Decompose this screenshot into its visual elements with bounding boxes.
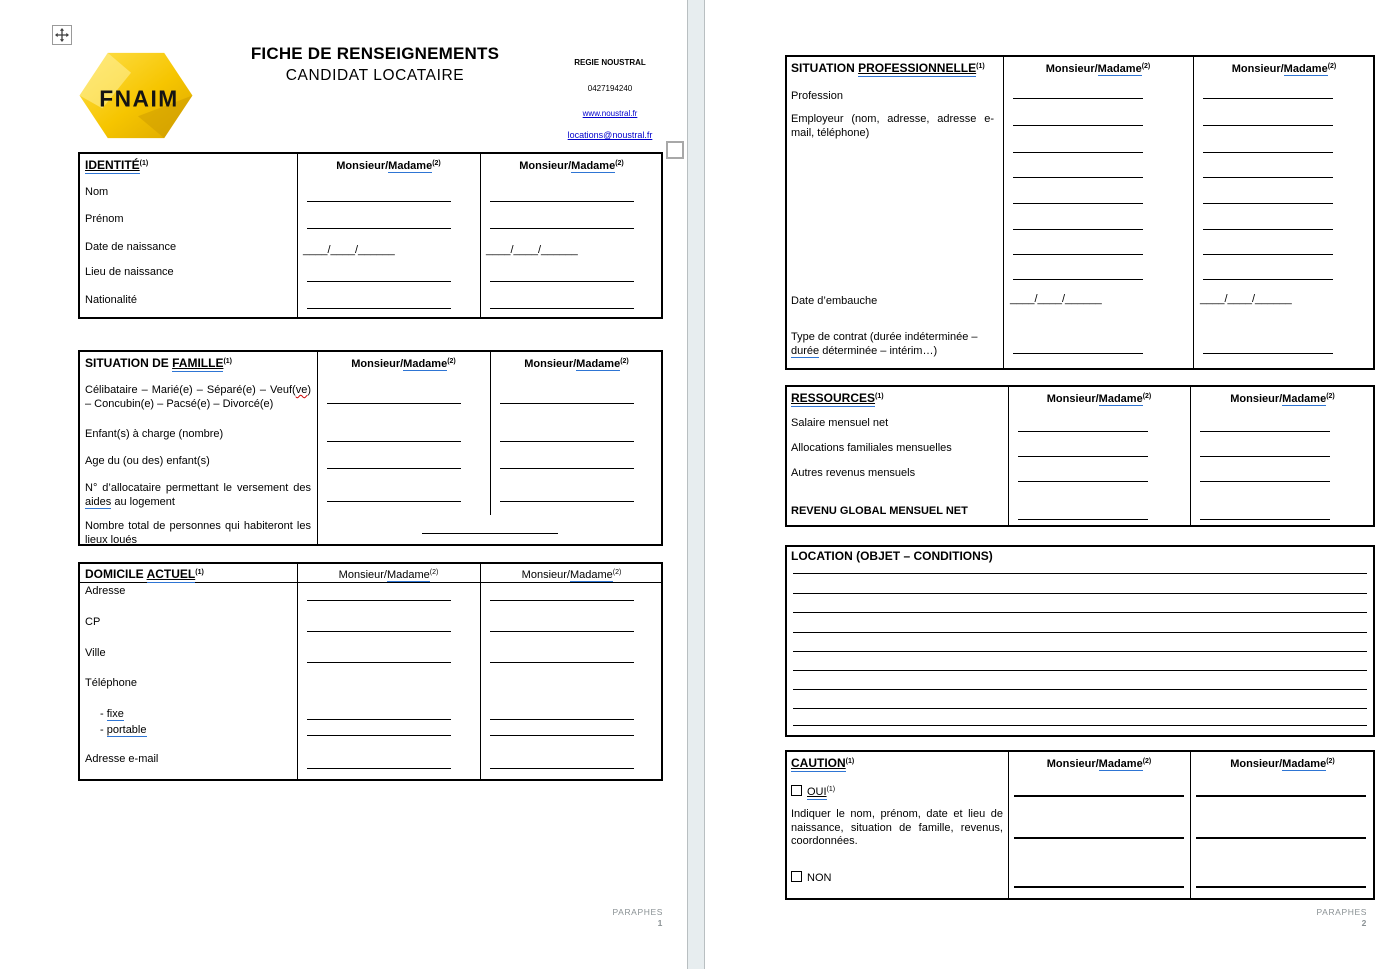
date-fill-line: ____/____/______ [1010, 293, 1102, 305]
signature-line [1014, 886, 1184, 888]
domicile-col-header-2: Monsieur/Madame$^{(2)}$ [521, 569, 622, 581]
blank-line [793, 651, 1367, 652]
blank-line [1018, 481, 1148, 482]
pro-row-contrat: Type de contrat (durée indéterminée – durée déterminée – intérim…) [791, 331, 978, 357]
madame-link: Madame [1097, 63, 1142, 75]
blank-line [1203, 279, 1333, 280]
pro-section-title: SITUATION PROFESSIONNELLE$^{(1)}$ [791, 61, 985, 75]
caution-section-title: CAUTION$^{(1)}$ [791, 756, 855, 770]
caution-col-header-2: Monsieur/Madame$^{(2)}$ [1230, 758, 1335, 770]
blank-line [793, 593, 1367, 594]
madame-link: Madame [388, 160, 433, 172]
blank-line [490, 308, 634, 309]
blank-line [307, 735, 451, 736]
madame-link: Madame [1098, 393, 1143, 405]
blank-line [307, 719, 451, 720]
domicile-section-title: DOMICILE ACTUEL$^{(1)}$ [85, 567, 204, 581]
blank-line [793, 573, 1367, 574]
blank-line [1203, 177, 1333, 178]
pro-col-divider-1 [1003, 55, 1004, 370]
document-title-block [225, 44, 525, 85]
domicile-row-email: Adresse e-mail [85, 753, 159, 765]
blank-line [327, 468, 461, 469]
ressources-col-header-1: Monsieur/Madame$^{(2)}$ [1046, 393, 1152, 405]
date-fill-line: ____/____/______ [486, 244, 578, 256]
blank-line [307, 281, 451, 282]
pro-row-profession: Profession [791, 90, 843, 102]
ressources-section-title: RESSOURCES$^{(1)}$ [791, 391, 884, 405]
page-title: FICHE DE RENSEIGNEMENTS [250, 44, 500, 63]
agency-name: REGIE NOUSTRAL [574, 58, 646, 67]
blank-line [500, 468, 634, 469]
agency-website-link[interactable]: www.noustral.fr [582, 109, 638, 118]
blank-line [307, 201, 451, 202]
pro-col-header-2: Monsieur/Madame$^{(2)}$ [1231, 63, 1337, 75]
blank-line [327, 403, 461, 404]
agency-phone: 0427194240 [587, 84, 633, 93]
famille-table [78, 350, 663, 546]
ressources-row-total: REVENU GLOBAL MENSUEL NET [791, 505, 968, 517]
blank-line [307, 768, 451, 769]
blank-line [1203, 203, 1333, 204]
famille-section-title: SITUATION DE FAMILLE$^{(1)}$ [85, 356, 233, 370]
blank-line [1013, 125, 1143, 126]
blank-line [490, 768, 634, 769]
madame-link: Madame [1098, 758, 1143, 770]
blank-line [793, 612, 1367, 613]
identity-col-header-2: Monsieur/Madame$^{(2)}$ [519, 160, 624, 172]
checkbox-oui[interactable] [791, 785, 802, 796]
blank-line [490, 662, 634, 663]
identity-row-label: Date de naissance [85, 241, 177, 253]
domicile-row-label: Téléphone [85, 677, 137, 689]
blank-line [1013, 229, 1143, 230]
caution-row-oui: OUI$^{(1)}$ [791, 783, 835, 800]
ressources-col-divider-1 [1008, 385, 1009, 527]
domicile-col-header-1: Monsieur/Madame$^{(2)}$ [338, 569, 439, 581]
logo-text: FNAIM [99, 85, 179, 112]
madame-link: Madame [569, 569, 613, 581]
famille-row-allocataire: N° d’allocataire permettant le versement des aides au logement [85, 482, 311, 508]
blank-line [327, 501, 461, 502]
blank-line [1018, 519, 1148, 520]
agency-contact-block [545, 58, 675, 152]
blank-line [1018, 456, 1148, 457]
blank-line [327, 441, 461, 442]
pro-col-divider-2 [1193, 55, 1194, 370]
blank-line [1013, 353, 1143, 354]
blank-line [1013, 98, 1143, 99]
spellcheck-word: ve [295, 384, 308, 396]
blank-line [490, 719, 634, 720]
signature-line [1196, 886, 1366, 888]
paraphes-label: PARAPHES [1316, 907, 1367, 917]
date-fill-line: ____/____/______ [1200, 293, 1292, 305]
blank-line [1200, 519, 1330, 520]
blank-line [490, 735, 634, 736]
page2-footer [1264, 907, 1367, 929]
madame-link: Madame [1282, 393, 1327, 405]
blank-line [793, 725, 1367, 726]
blank-line [500, 501, 634, 502]
location-section-title: LOCATION (OBJET – CONDITIONS) [791, 549, 993, 563]
identity-col-header-1: Monsieur/Madame$^{(2)}$ [336, 160, 441, 172]
caution-row-non [791, 871, 831, 886]
pro-col-header-1: Monsieur/Madame$^{(2)}$ [1045, 63, 1151, 75]
identity-row-label: Nom [85, 186, 109, 198]
blank-line [793, 670, 1367, 671]
blank-line [1203, 229, 1333, 230]
domicile-col-divider-2 [480, 562, 481, 781]
agency-email-link[interactable]: locations@noustral.fr [567, 130, 653, 140]
blank-line [307, 631, 451, 632]
blank-line [490, 201, 634, 202]
blank-line [307, 308, 451, 309]
famille-row-children-age: Age du (ou des) enfant(s) [85, 455, 210, 467]
identity-row-label: Lieu de naissance [85, 266, 174, 278]
blank-line [793, 708, 1367, 709]
aides-link: aides [85, 495, 112, 508]
domicile-row-label: CP [85, 616, 101, 628]
checkbox-non[interactable] [791, 871, 802, 882]
madame-link: Madame [1282, 758, 1327, 770]
identity-row-label: Prénom [85, 213, 124, 225]
non-label: NON [807, 872, 832, 884]
domicile-row-label: Ville [85, 647, 106, 659]
blank-line [1013, 203, 1143, 204]
page-number: 2 [1361, 918, 1367, 928]
blank-line [307, 662, 451, 663]
blank-line [1200, 456, 1330, 457]
blank-line [1013, 152, 1143, 153]
signature-line [1014, 837, 1184, 839]
madame-link: Madame [386, 569, 430, 581]
blank-line [1203, 98, 1333, 99]
famille-col-header-2: Monsieur/Madame$^{(2)}$ [524, 358, 629, 370]
caution-col-divider-2 [1190, 750, 1191, 900]
famille-col-header-1: Monsieur/Madame$^{(2)}$ [351, 358, 456, 370]
caution-col-divider-1 [1008, 750, 1009, 900]
pro-row-embauche: Date d’embauche [791, 295, 878, 307]
oui-label: OUI [807, 786, 827, 798]
blank-line [307, 600, 451, 601]
fnaim-logo [76, 45, 196, 152]
caution-note: Indiquer le nom, prénom, date et lieu de naissance, situation de famille, revenus, coordonnées. [791, 808, 1003, 847]
blank-line [1203, 152, 1333, 153]
famille-row-children: Enfant(s) à charge (nombre) [85, 428, 224, 440]
madame-link: Madame [571, 160, 616, 172]
madame-link: Madame [1283, 63, 1328, 75]
blank-line [1203, 125, 1333, 126]
ressources-col-header-2: Monsieur/Madame$^{(2)}$ [1230, 393, 1335, 405]
blank-line [1200, 481, 1330, 482]
ressources-row-label: Salaire mensuel net [791, 417, 889, 429]
ressources-col-divider-2 [1190, 385, 1191, 527]
blank-line-merged [422, 533, 558, 534]
domicile-col-divider-1 [297, 562, 298, 781]
signature-line [1196, 795, 1366, 797]
blank-line [500, 403, 634, 404]
blank-line [1013, 177, 1143, 178]
blank-line [1013, 254, 1143, 255]
ressources-row-label: Autres revenus mensuels [791, 467, 916, 479]
famille-col-divider-1 [317, 350, 318, 546]
pro-table [785, 55, 1375, 370]
blank-line [793, 632, 1367, 633]
blank-line [1200, 431, 1330, 432]
madame-link: Madame [403, 358, 448, 370]
blank-line [307, 228, 451, 229]
portable-link: portable [106, 724, 147, 736]
blank-line [490, 228, 634, 229]
blank-line [490, 281, 634, 282]
blank-line [1203, 353, 1333, 354]
famille-col-divider-2 [490, 350, 491, 515]
blank-line [1013, 279, 1143, 280]
identity-table [78, 152, 663, 319]
identity-col-divider-1 [297, 152, 298, 319]
identity-section-title: IDENTITÉ$^{(1)}$ [85, 158, 149, 172]
ressources-row-label: Allocations familiales mensuelles [791, 442, 952, 454]
domicile-row-label: Adresse [85, 585, 126, 597]
famille-row-total: Nombre total de personnes qui habiteront les lieux loués [85, 520, 311, 546]
identity-col-divider-2 [480, 152, 481, 319]
blank-line [1018, 431, 1148, 432]
identity-row-label: Nationalité [85, 294, 137, 306]
table-resize-handle[interactable] [666, 141, 684, 159]
blank-line [490, 600, 634, 601]
move-arrows-icon [55, 28, 69, 42]
fixe-link: fixe [106, 708, 124, 720]
domicile-table [78, 562, 663, 781]
duree-link: durée [791, 344, 820, 357]
page-subtitle: CANDIDAT LOCATAIRE [285, 67, 465, 84]
page1-footer [560, 907, 663, 929]
madame-link: Madame [576, 358, 621, 370]
caution-col-header-1: Monsieur/Madame$^{(2)}$ [1046, 758, 1152, 770]
signature-line [1196, 837, 1366, 839]
famille-row-marital: Célibataire – Marié(e) – Séparé(e) – Veuf(ve) – Concubin(e) – Pacsé(e) – Divorcé(e) [85, 384, 311, 410]
blank-line [1203, 254, 1333, 255]
paraphes-label: PARAPHES [612, 907, 663, 917]
pro-row-employeur: Employeur (nom, adresse, adresse e-mail, téléphone) [791, 113, 994, 139]
page-number: 1 [657, 918, 663, 928]
blank-line [490, 631, 634, 632]
table-move-handle[interactable] [52, 25, 72, 45]
blank-line [793, 689, 1367, 690]
domicile-row-portable: - portable [100, 724, 147, 736]
signature-line [1014, 795, 1184, 797]
date-fill-line: ____/____/______ [303, 244, 395, 256]
blank-line [500, 441, 634, 442]
page-separator [687, 0, 705, 969]
domicile-row-fixe: - fixe [100, 708, 124, 720]
